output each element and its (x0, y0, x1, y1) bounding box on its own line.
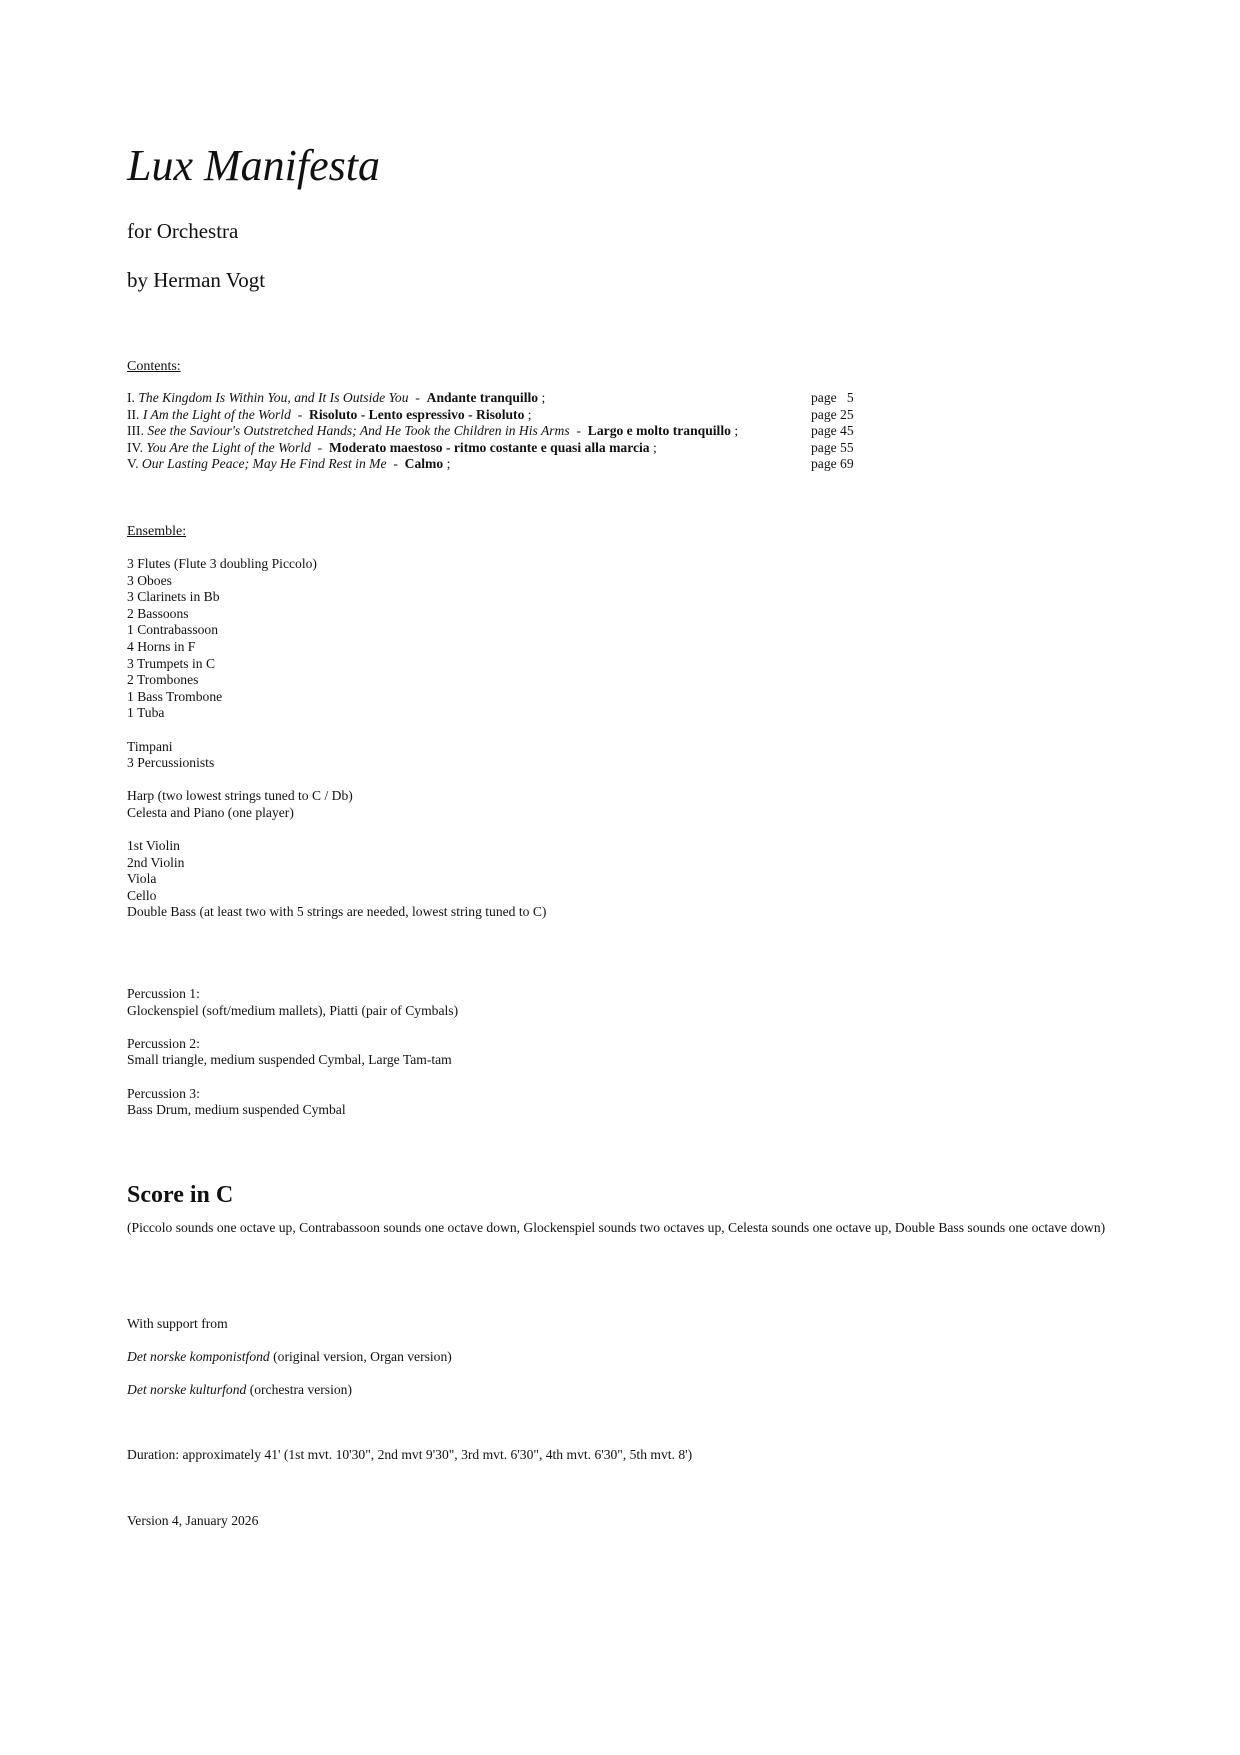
tempo-marking: Calmo (404, 456, 444, 472)
list-item: 4 Horns in F (127, 638, 196, 654)
list-item: 1 Contrabassoon (127, 622, 218, 638)
tempo-marking: Risoluto - Lento espressivo - Risoluto (309, 406, 525, 422)
work-subtitle: for Orchestra (127, 219, 239, 243)
movement-title: I Am the Light of the World (142, 406, 291, 422)
list-item: Celesta and Piano (one player) (127, 804, 294, 820)
list-item: 2 Bassoons (127, 605, 189, 621)
contents-heading: Contents: (127, 359, 181, 374)
percussion-instruments: Bass Drum, medium suspended Cymbal (127, 1102, 346, 1118)
spacer (127, 1366, 452, 1383)
list-item: 2nd Violin (127, 854, 185, 870)
movement-title: Our Lasting Peace; May He Find Rest in Me (141, 456, 387, 472)
spacer (127, 822, 546, 839)
list-item: Double Bass (at least two with 5 strings are needed, lowest string tuned to C) (127, 904, 547, 920)
toc-entry: I. The Kingdom Is Within You, and It Is Outside You - Andante tranquillo ; (127, 390, 546, 405)
score-heading: Score in C (127, 1182, 234, 1208)
page-ref: page 55 (811, 439, 854, 455)
tempo-marking: Andante tranquillo (426, 390, 539, 405)
percussion-label: Percussion 2: (127, 1035, 200, 1051)
toc-entry: IV. You Are the Light of the World - Moderato maestoso - ritmo costante e quasi alla marcia ; (127, 439, 657, 455)
duration-line: Duration: approximately 41' (1st mvt. 10'30", 2nd mvt 9'30", 3rd mvt. 6'30", 4th mvt. 6'30", 5th mvt. 8') (127, 1447, 693, 1462)
transposition-note: (Piccolo sounds one octave up, Contrabassoon sounds one octave down, Glockenspiel sounds two octaves up, Celesta sounds one octave up, Double Bass sounds one octave down) (127, 1220, 1106, 1235)
fund-detail: (orchestra version) (246, 1382, 352, 1398)
movement-title: See the Saviour's Outstretched Hands; And He Took the Children in His Arms (147, 423, 570, 439)
percussion-instruments: Glockenspiel (soft/medium mallets), Piatti (pair of Cymbals) (127, 1002, 459, 1018)
percussion-parts (127, 986, 458, 1119)
toc-entry: V. Our Lasting Peace; May He Find Rest in Me - Calmo ; (127, 456, 451, 472)
composer-byline: by Herman Vogt (127, 268, 266, 292)
list-item: Harp (two lowest strings tuned to C / Db) (127, 788, 353, 804)
tempo-marking: Moderato maestoso - ritmo costante e quasi alla marcia (328, 439, 650, 455)
spacer (127, 1019, 458, 1036)
list-item: 3 Oboes (127, 572, 172, 588)
list-item: Timpani (127, 738, 173, 754)
page-ref: page 25 (811, 406, 854, 422)
fund-name: Det norske kulturfond (127, 1382, 247, 1398)
spacer (127, 722, 546, 739)
spacer (127, 1069, 458, 1086)
support-line (127, 1382, 452, 1399)
percussion-instruments: Small triangle, medium suspended Cymbal, Large Tam-tam (127, 1052, 452, 1068)
support-intro: With support from (127, 1316, 228, 1331)
version-line: Version 4, January 2026 (127, 1513, 259, 1528)
list-item: 3 Clarinets in Bb (127, 589, 220, 605)
list-item: 3 Percussionists (127, 755, 215, 771)
movement-title: The Kingdom Is Within You, and It Is Outside You (138, 390, 409, 405)
toc-entry: II. I Am the Light of the World - Risoluto - Lento espressivo - Risoluto ; (127, 406, 532, 422)
list-item: 3 Trumpets in C (127, 655, 216, 671)
list-item: 3 Flutes (Flute 3 doubling Piccolo) (127, 556, 317, 571)
ensemble-list (127, 556, 546, 921)
work-title: Lux Manifesta (127, 141, 380, 190)
toc-row-3[interactable] (127, 423, 857, 440)
toc-row-4[interactable] (127, 440, 857, 457)
page-ref: page 5 (811, 390, 854, 405)
list-item: 1 Bass Trombone (127, 688, 223, 704)
list-item: 1 Tuba (127, 705, 165, 721)
toc-row-1[interactable] (127, 390, 857, 407)
list-item: Viola (127, 871, 157, 887)
spacer (127, 772, 546, 789)
toc-row-5[interactable] (127, 456, 857, 473)
list-item: Cello (127, 887, 157, 903)
table-of-contents (127, 390, 857, 473)
page-ref: page 45 (811, 423, 854, 439)
fund-detail: (original version, Organ version) (269, 1349, 452, 1365)
toc-row-2[interactable] (127, 407, 857, 424)
ensemble-heading: Ensemble: (127, 524, 187, 539)
fund-name: Det norske komponistfond (127, 1349, 270, 1365)
percussion-label: Percussion 3: (127, 1085, 200, 1101)
tempo-marking: Largo e molto tranquillo (587, 423, 731, 439)
page-ref: page 69 (811, 456, 854, 472)
toc-entry: III. See the Saviour's Outstretched Hands; And He Took the Children in His Arms - Largo e molto tranquillo ; (127, 423, 739, 439)
percussion-label: Percussion 1: (127, 986, 200, 1001)
movement-title: You Are the Light of the World (146, 439, 311, 455)
support-line (127, 1349, 452, 1366)
list-item: 1st Violin (127, 838, 180, 854)
list-item: 2 Trombones (127, 672, 199, 688)
spacer (127, 1333, 452, 1350)
support-section (127, 1316, 452, 1399)
